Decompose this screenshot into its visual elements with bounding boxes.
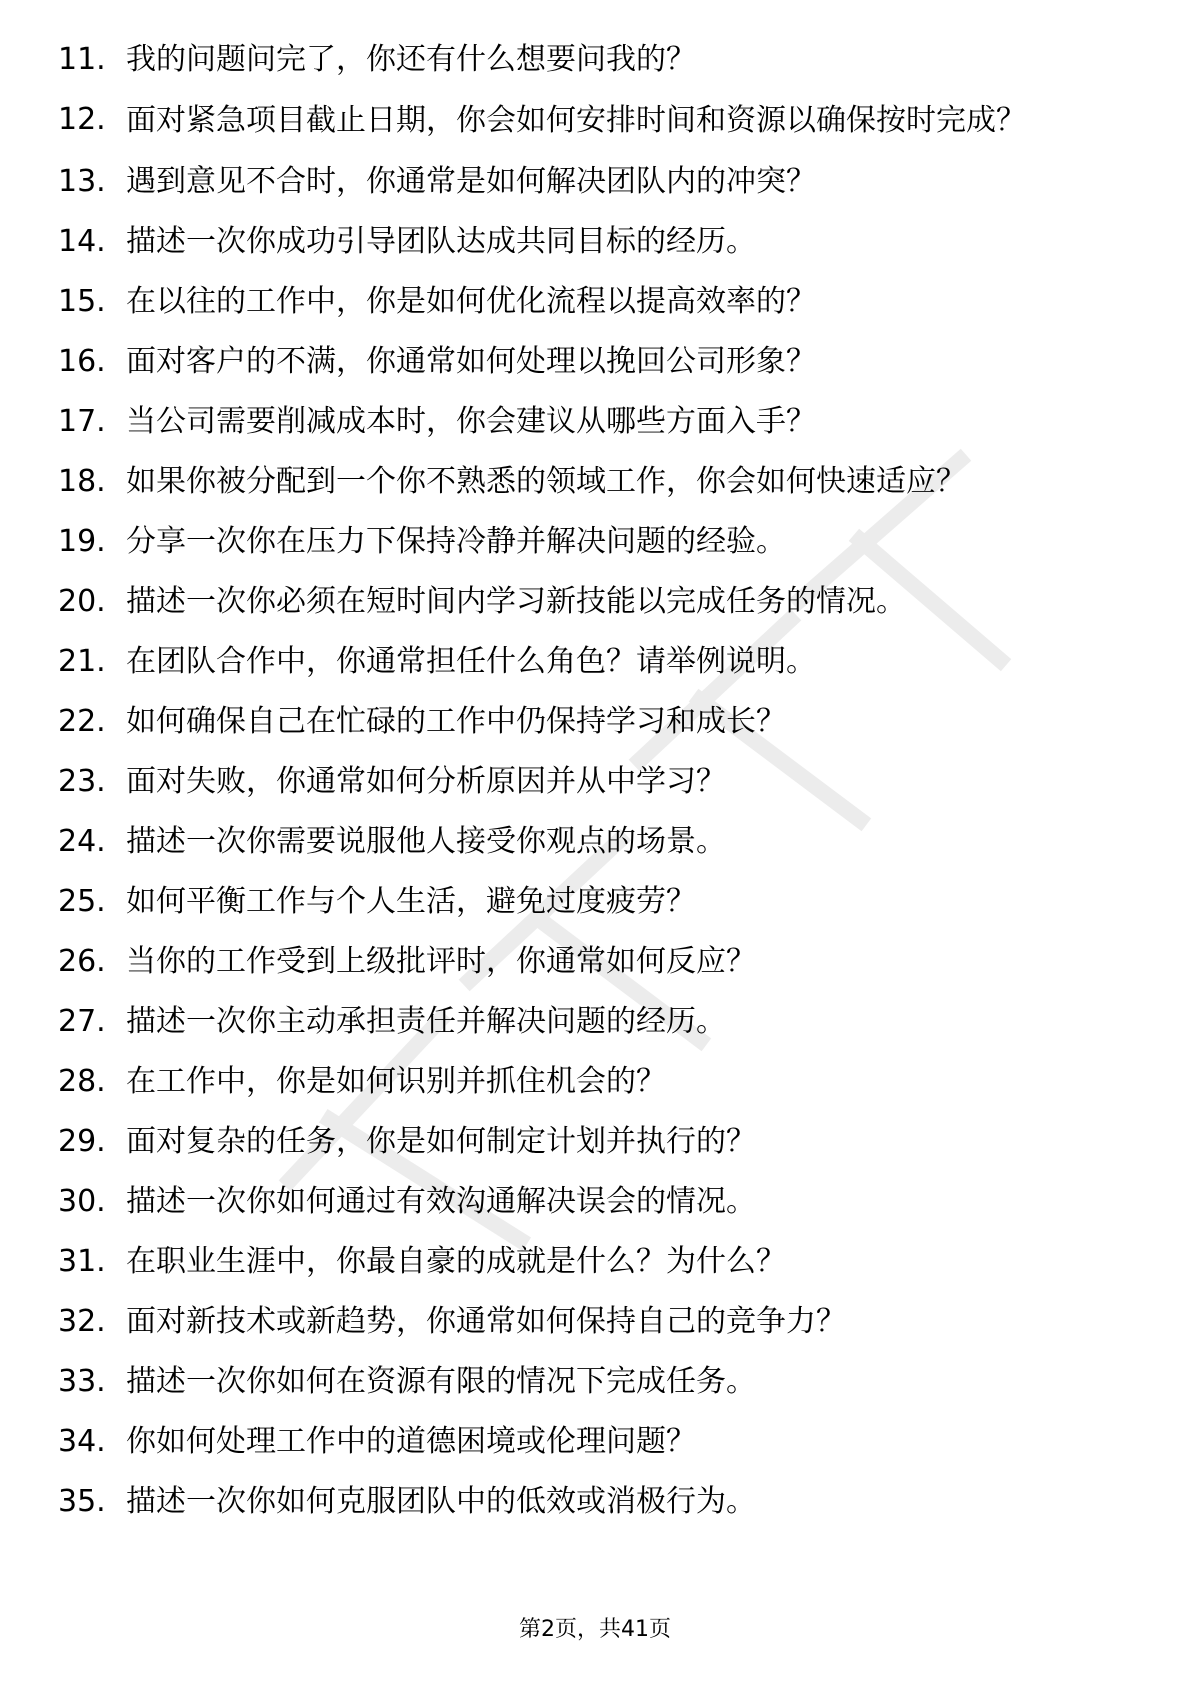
question-number: 20. — [58, 584, 106, 619]
question-text: 在团队合作中，你通常担任什么角色？请举例说明。 — [126, 644, 816, 679]
question-item — [0, 1482, 1190, 1522]
question-item — [0, 40, 1190, 80]
question-item — [0, 462, 1190, 502]
question-number: 15. — [58, 284, 106, 319]
question-text: 我的问题问完了，你还有什么想要问我的？ — [126, 42, 696, 77]
question-number: 23. — [58, 764, 106, 799]
question-text: 如何确保自己在忙碌的工作中仍保持学习和成长？ — [126, 704, 786, 739]
question-item — [0, 162, 1190, 202]
question-number: 26. — [58, 944, 106, 979]
question-text: 描述一次你主动承担责任并解决问题的经历。 — [126, 1004, 726, 1039]
question-number: 34. — [58, 1424, 106, 1459]
question-item — [0, 822, 1190, 862]
question-text: 面对新技术或新趋势，你通常如何保持自己的竞争力？ — [126, 1304, 846, 1339]
question-text: 遇到意见不合时，你通常是如何解决团队内的冲突？ — [126, 164, 816, 199]
question-number: 33. — [58, 1364, 106, 1399]
question-number: 11. — [58, 42, 106, 77]
question-item — [0, 1002, 1190, 1042]
question-number: 17. — [58, 404, 106, 439]
question-text: 当公司需要削减成本时，你会建议从哪些方面入手？ — [126, 404, 816, 439]
question-number: 13. — [58, 164, 106, 199]
question-text: 如果你被分配到一个你不熟悉的领域工作，你会如何快速适应？ — [126, 464, 966, 499]
question-number: 25. — [58, 884, 106, 919]
question-number: 35. — [58, 1484, 106, 1519]
question-item — [0, 1242, 1190, 1282]
question-number: 19. — [58, 524, 106, 559]
question-text: 描述一次你必须在短时间内学习新技能以完成任务的情况。 — [126, 584, 906, 619]
page-footer: 第2页，共41页 — [519, 1617, 671, 1642]
question-number: 16. — [58, 344, 106, 379]
question-text: 描述一次你如何在资源有限的情况下完成任务。 — [126, 1364, 756, 1399]
question-item — [0, 1182, 1190, 1222]
question-number: 24. — [58, 824, 106, 859]
question-item — [0, 522, 1190, 562]
question-item — [0, 402, 1190, 442]
question-text: 描述一次你如何克服团队中的低效或消极行为。 — [126, 1484, 756, 1519]
question-number: 28. — [58, 1064, 106, 1099]
question-number: 29. — [58, 1124, 106, 1159]
question-item — [0, 1062, 1190, 1102]
question-item — [0, 342, 1190, 382]
question-text: 你如何处理工作中的道德困境或伦理问题？ — [126, 1424, 696, 1459]
question-text: 面对复杂的任务，你是如何制定计划并执行的？ — [126, 1124, 756, 1159]
question-text: 面对紧急项目截止日期，你会如何安排时间和资源以确保按时完成？ — [126, 103, 1026, 138]
question-number: 22. — [58, 704, 106, 739]
question-item — [0, 702, 1190, 742]
question-number: 18. — [58, 464, 106, 499]
question-text: 在工作中，你是如何识别并抓住机会的？ — [126, 1064, 666, 1099]
question-item — [0, 762, 1190, 802]
question-item — [0, 942, 1190, 982]
question-text: 描述一次你成功引导团队达成共同目标的经历。 — [126, 224, 756, 259]
question-number: 31. — [58, 1244, 106, 1279]
question-number: 32. — [58, 1304, 106, 1339]
question-text: 在以往的工作中，你是如何优化流程以提高效率的？ — [126, 284, 816, 319]
question-item — [0, 642, 1190, 682]
question-text: 分享一次你在压力下保持冷静并解决问题的经验。 — [126, 524, 786, 559]
question-item — [0, 222, 1190, 262]
question-number: 14. — [58, 224, 106, 259]
question-text: 如何平衡工作与个人生活，避免过度疲劳？ — [126, 884, 696, 919]
question-text: 面对客户的不满，你通常如何处理以挽回公司形象？ — [126, 344, 816, 379]
question-number: 12. — [58, 102, 106, 137]
question-text: 当你的工作受到上级批评时，你通常如何反应？ — [126, 944, 756, 979]
question-item — [0, 1362, 1190, 1402]
question-item — [0, 582, 1190, 622]
question-list — [0, 40, 1190, 1542]
question-text: 面对失败，你通常如何分析原因并从中学习？ — [126, 764, 726, 799]
question-item — [0, 282, 1190, 322]
question-text: 在职业生涯中，你最自豪的成就是什么？为什么？ — [126, 1244, 786, 1279]
question-number: 27. — [58, 1004, 106, 1039]
question-text: 描述一次你需要说服他人接受你观点的场景。 — [126, 824, 726, 859]
question-item — [0, 882, 1190, 922]
question-text: 描述一次你如何通过有效沟通解决误会的情况。 — [126, 1184, 756, 1219]
question-number: 30. — [58, 1184, 106, 1219]
question-number: 21. — [58, 644, 106, 679]
question-item — [0, 1122, 1190, 1162]
question-item — [0, 1302, 1190, 1342]
question-item — [0, 1422, 1190, 1462]
question-item — [0, 100, 1190, 142]
